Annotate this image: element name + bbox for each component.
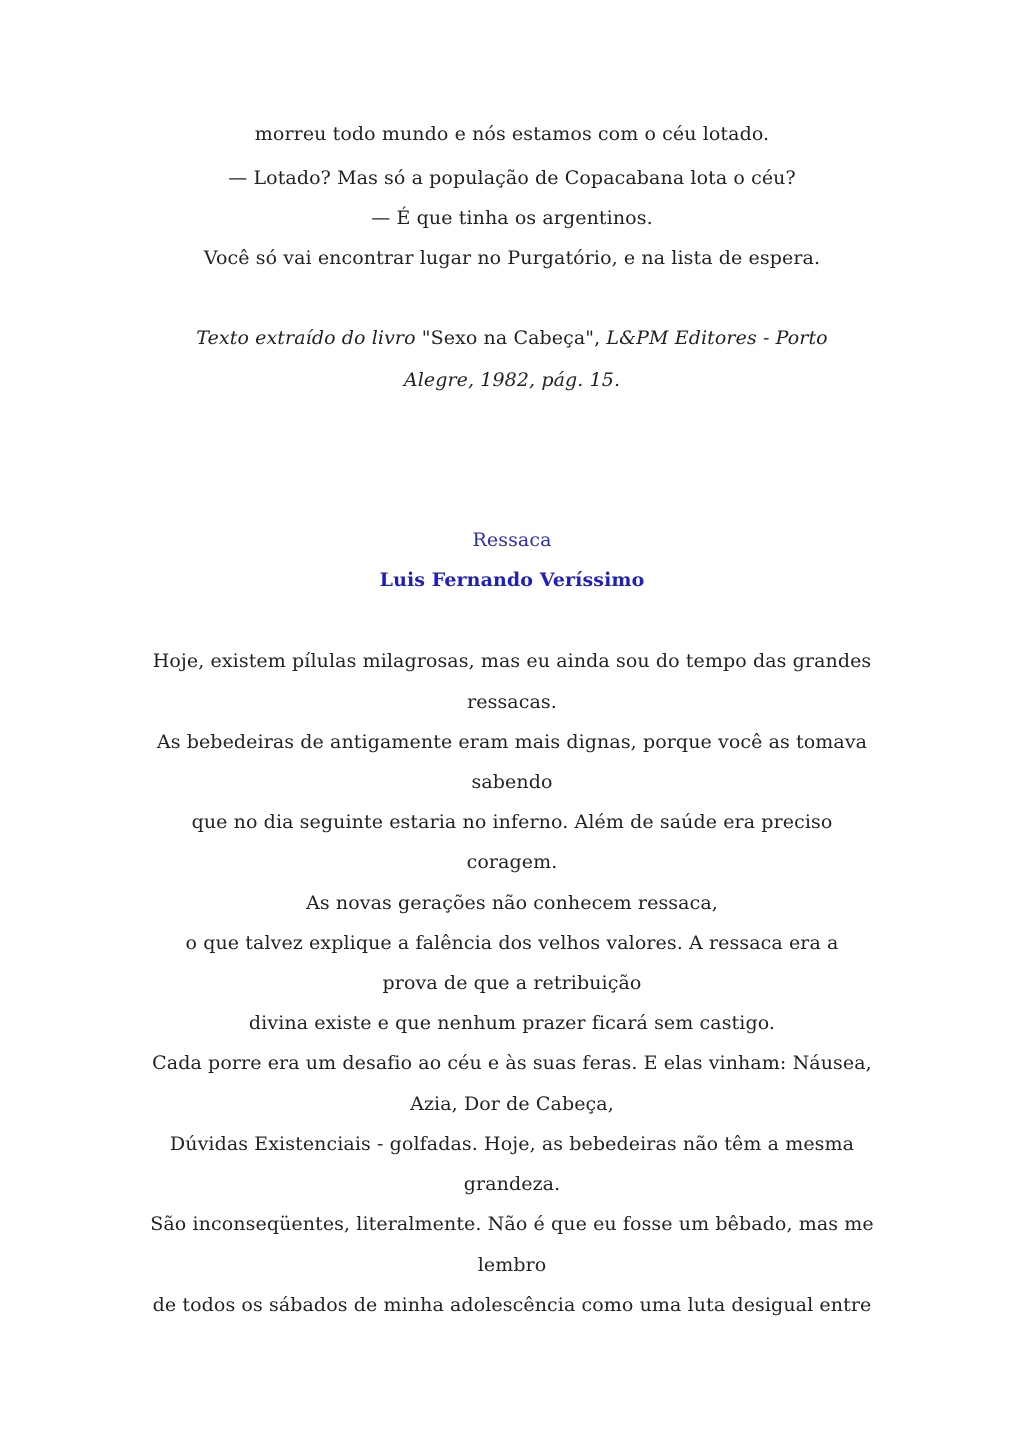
story-line: Cada porre era um desafio ao céu e às suas feras. E elas vinham: Náusea, <box>152 1052 872 1074</box>
source-citation-suffix: L&PM Editores - Porto <box>600 327 828 349</box>
story-line: grandeza. <box>463 1173 561 1195</box>
story-line: o que talvez explique a falência dos velhos valores. A ressaca era a <box>185 932 839 954</box>
story-line: de todos os sábados de minha adolescência como uma luta desigual entre <box>152 1294 872 1316</box>
story-line: que no dia seguinte estaria no inferno. Além de saúde era preciso <box>191 811 833 833</box>
story-line: prova de que a retribuição <box>382 972 642 994</box>
story-line: ressacas. <box>467 691 557 713</box>
story-line: coragem. <box>466 851 558 873</box>
story-line: As novas gerações não conhecem ressaca, <box>306 892 718 914</box>
previous-story-line: — É que tinha os argentinos. <box>371 207 653 229</box>
story-line: lembro <box>477 1254 547 1276</box>
story-line: Hoje, existem pílulas milagrosas, mas eu ainda sou do tempo das grandes <box>152 650 872 672</box>
story-line: Dúvidas Existenciais - golfadas. Hoje, as bebedeiras não têm a mesma <box>169 1133 855 1155</box>
story-line: Azia, Dor de Cabeça, <box>410 1093 614 1115</box>
story-line: sabendo <box>471 771 553 793</box>
source-book-title: "Sexo na Cabeça", <box>421 327 601 349</box>
previous-story-line: morreu todo mundo e nós estamos com o céu lotado. <box>254 123 770 145</box>
previous-story-line: — Lotado? Mas só a população de Copacabana lota o céu? <box>228 167 796 189</box>
story-title: Ressaca <box>472 529 552 551</box>
story-author: Luis Fernando Veríssimo <box>379 569 645 591</box>
story-line: São inconseqüentes, literalmente. Não é que eu fosse um bêbado, mas me <box>150 1213 874 1235</box>
source-citation-prefix: Texto extraído do livro <box>196 327 422 349</box>
source-citation-line-2: Alegre, 1982, pág. 15. <box>403 369 621 391</box>
story-line: divina existe e que nenhum prazer ficará sem castigo. <box>248 1012 776 1034</box>
story-line: As bebedeiras de antigamente eram mais dignas, porque você as tomava <box>156 731 868 753</box>
source-citation <box>130 326 894 350</box>
previous-story-line: Você só vai encontrar lugar no Purgatório, e na lista de espera. <box>203 247 821 269</box>
